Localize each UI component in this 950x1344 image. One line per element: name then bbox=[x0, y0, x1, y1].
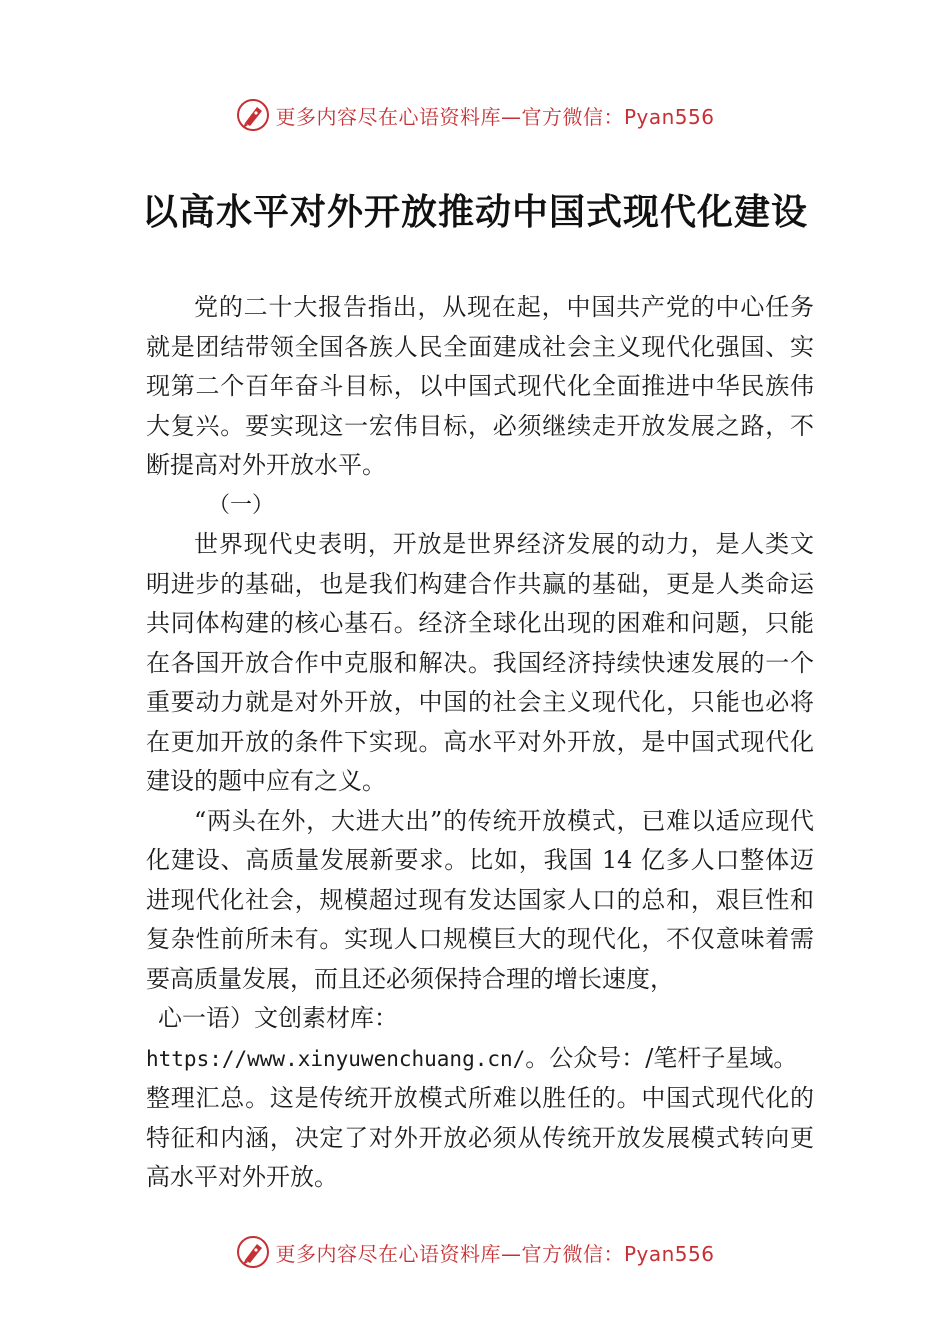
inline-watermark-line: 心一语）文创素材库： bbox=[158, 1004, 398, 1032]
pen-nib-icon bbox=[235, 97, 271, 133]
pen-nib-icon bbox=[235, 1234, 271, 1270]
paragraph-2: 世界现代史表明，开放是世界经济发展的动力，是人类文明进步的基础，也是我们构建合作共赢的基础，更是人类命运共同体构建的核心基石。经济全球化出现的困难和问题，只能在各国开放合作中克服和解决。我国经济持续快速发展的一个重要动力就是对外开放，中国的社会主义现代化，只能也必将在更加开放的条件下实现。高水平对外开放，是中国式现代化建设的题中应有之义。 bbox=[146, 530, 814, 795]
document-body bbox=[146, 288, 814, 1198]
watermark-url: https://www.xinyuwenchuang.cn/ bbox=[146, 1046, 526, 1071]
section-heading-1: （一） bbox=[208, 492, 275, 518]
paragraph-1: 党的二十大报告指出，从现在起，中国共产党的中心任务就是团结带领全国各族人民全面建成社会主义现代化强国、实现第二个百年奋斗目标，以中国式现代化全面推进中华民族伟大复兴。要实现这一宏伟目标，必须继续走开放发展之路，不断提高对外开放水平。 bbox=[146, 293, 814, 479]
watermark-account: 。公众号：/笔杆子星域。 bbox=[525, 1043, 798, 1072]
header-watermark-text: 更多内容尽在心语资料库—官方微信：Pyan556 bbox=[275, 104, 715, 129]
paragraph-3-continued: 整理汇总。这是传统开放模式所难以胜任的。中国式现代化的特征和内涵，决定了对外开放必须从传统开放发展模式转向更高水平对外开放。 bbox=[146, 1084, 814, 1191]
paragraph-3: “两头在外，大进大出”的传统开放模式，已难以适应现代化建设、高质量发展新要求。比如，我国 14 亿多人口整体迈进现代化社会，规模超过现有发达国家人口的总和，艰巨性和复杂性前所未有。实现人口规模巨大的现代化，不仅意味着需要高质量发展，而且还必须保持合理的增长速度， bbox=[146, 806, 814, 993]
document-title: 以高水平对外开放推动中国式现代化建设 bbox=[141, 191, 808, 233]
header-watermark bbox=[0, 95, 950, 135]
inline-watermark-url-line bbox=[146, 1039, 814, 1080]
footer-watermark-text: 更多内容尽在心语资料库—官方微信：Pyan556 bbox=[275, 1241, 715, 1266]
footer-watermark bbox=[0, 1232, 950, 1272]
